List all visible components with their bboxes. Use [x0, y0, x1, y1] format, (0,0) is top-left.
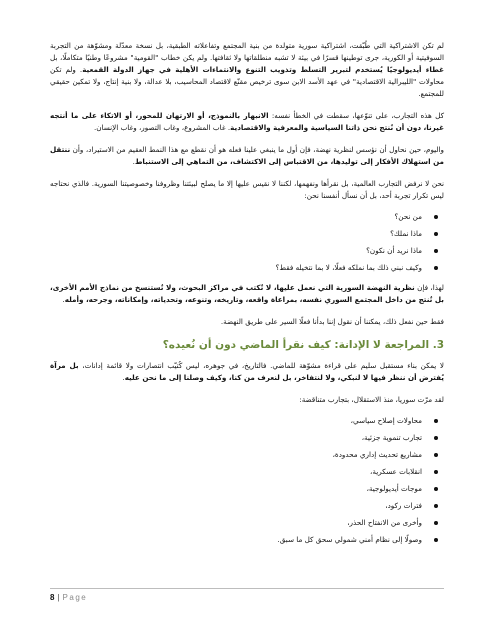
paragraph-history: لا يمكن بناء مستقبل سليم على قراءة مشوّهة للماضي. فالتاريخ، في جوهره، ليس كُتيّب انتصارات ولا قائمة إدانات، بل مرآة يُفترض أن ننظر فيها لا لنبكي، ولا لنتفاخر، بل لنعرف من كنا، وكيف وصلنا إلى ما نحن عليه.	[50, 361, 444, 382]
list-item: تجارب تنموية جزئية،	[50, 433, 422, 443]
experiences-list	[50, 416, 444, 545]
list-item: موجات أيديولوجية،	[50, 484, 422, 494]
page-number: 8	[50, 593, 55, 602]
list-item: ماذا نريد أن نكون؟	[50, 246, 422, 256]
paragraph-today: واليوم، حين نحاول أن نؤسس لنظرية نهضة، فإن أول ما ينبغي علينا فعله هو أن نقطع مع هذا النمط العقيم من الاستيراد، وأن ننتقل من استهلاك الأفكار إلى توليدها، من الاقتباس إلى الاكتشاف، من التماهي إلى الاستنباط.	[50, 145, 444, 166]
questions-list	[50, 212, 444, 273]
paragraph-socialism: لم تكن الاشتراكية التي طُبّقت، اشتراكية سورية متولدة من بنية المجتمع وتفاعلاته الطبقية، بل نسخة معدّلة ومشوّهة من التجربة السوفيتية أو الكورية، جرى توطينها قسرًا في بيئة لا تشبه منطلقاتها ولا ثقافتها. ولم يكن خطاب "القومية" مشروعًا وطنيًا متكاملًا، بل غطاء أيديولوجيًا يُستخدم لتبرير التسلط وتذويب التنوع والانتماءات الأهلية في جهاز الدولة القمعية. ولم تكن محاولات "الليبرالية الاقتصادية" في عهد الأسد الابن سوى ترخيص مقنّع لاقتصاد المحاسيب، بلا عدالة، ولا بنية إنتاج، ولا تمكين حقيقي للمجتمع.	[50, 41, 444, 98]
list-item: وصولًا إلى نظام أمني شمولي سحق كل ما سبق.	[50, 535, 422, 545]
page-footer	[50, 588, 444, 602]
bullet-icon	[434, 232, 438, 236]
bold-phrase: الانبهار بالنموذج، أو الارتهان للمحور، أو الاتكاء على ما أنتجه غيرنا، دون أن نُنتج نحن ذاتنا السياسية والمعرفية والاقتصادية	[50, 111, 444, 132]
section-heading: 3. المراجعة لا الإدانة: كيف نقرأ الماضي دون أن نُعيده؟	[162, 339, 444, 351]
bullet-icon	[434, 215, 438, 219]
document-body	[50, 40, 444, 545]
list-item: ماذا نملك؟	[50, 229, 422, 239]
paragraph-global-experiences: نحن لا نرفض التجارب العالمية، بل نقرأها ونفهمها، لكننا لا نقيس عليها إلا ما يصلح لبيئتنا وظروفنا وخصوصيتنا السورية. فالذي نحتاجه ليس تكرار تجربة أحد، بل أن نسأل أنفسنا نحن:	[50, 179, 444, 200]
list-item: فترات ركود،	[50, 501, 422, 511]
list-item: وأخرى من الانفتاح الحذر،	[50, 518, 422, 528]
bullet-icon	[434, 453, 438, 457]
footer-separator: |	[57, 593, 60, 602]
bullet-icon	[434, 487, 438, 491]
list-item: محاولات إصلاح سياسي،	[50, 416, 422, 426]
bullet-icon	[434, 436, 438, 440]
bullet-icon	[434, 470, 438, 474]
bold-phrase: غطاء أيديولوجيًا يُستخدم لتبرير التسلط وتذويب التنوع والانتماءات الأهلية في جهاز الدولة القمعية	[82, 65, 444, 74]
list-item: وكيف نبني ذلك بما نملكه فعلًا، لا بما نتخيله فقط؟	[50, 263, 422, 273]
bullet-icon	[434, 521, 438, 525]
page-label: Page	[62, 593, 88, 602]
bullet-icon	[434, 419, 438, 423]
list-item: من نحن؟	[50, 212, 422, 222]
bold-phrase: بل مرآة يُفترض أن ننظر فيها لا لنبكي، ولا لنتفاخر، بل لنعرف من كنا، وكيف وصلنا إلى ما نحن عليه	[50, 361, 444, 382]
paragraph-syria-experiences: لقد مرّت سوريا، منذ الاستقلال، بتجارب متناقضة:	[299, 395, 444, 404]
list-item: انقلابات عسكرية،	[50, 467, 422, 477]
bullet-icon	[434, 249, 438, 253]
bold-phrase: نظرية النهضة السورية التي نعمل عليها، لا تُكتب في مراكز البحوث، ولا تُستنسخ من نماذج الأمم الأخرى، بل تُنتج من داخل المجتمع السوري نفسه، بمراعاة واقعه، وتاريخه، وتنوعه، وتحدياته، وإمكاناته، وجرحه، وأمله	[50, 283, 444, 304]
paragraph-common-error: كل هذه التجارب، على تنوّعها، سقطت في الخطأ نفسه: الانبهار بالنموذج، أو الارتهان للمحور، أو الاتكاء على ما أنتجه غيرنا، دون أن نُنتج نحن ذاتنا السياسية والمعرفية والاقتصادية. غاب المشروع، وغاب التصور، وغاب الإنسان.	[50, 111, 444, 132]
bold-phrase: ننتقل من استهلاك الأفكار إلى توليدها، من الاقتباس إلى الاكتشاف، من التماهي إلى الاستنباط	[50, 145, 444, 166]
list-item: مشاريع تحديث إداري محدودة،	[50, 450, 422, 460]
paragraph-only-then: فقط حين نفعل ذلك، يمكننا أن نقول إننا بدأنا فعلًا السير على طريق النهضة.	[220, 317, 444, 326]
paragraph-renaissance-theory: لهذا، فإن نظرية النهضة السورية التي نعمل عليها، لا تُكتب في مراكز البحوث، ولا تُستنسخ من نماذج الأمم الأخرى، بل تُنتج من داخل المجتمع السوري نفسه، بمراعاة واقعه، وتاريخه، وتنوعه، وتحدياته، وإمكاناته، وجرحه، وأمله.	[50, 283, 444, 304]
bullet-icon	[434, 266, 438, 270]
bullet-icon	[434, 504, 438, 508]
bullet-icon	[434, 538, 438, 542]
